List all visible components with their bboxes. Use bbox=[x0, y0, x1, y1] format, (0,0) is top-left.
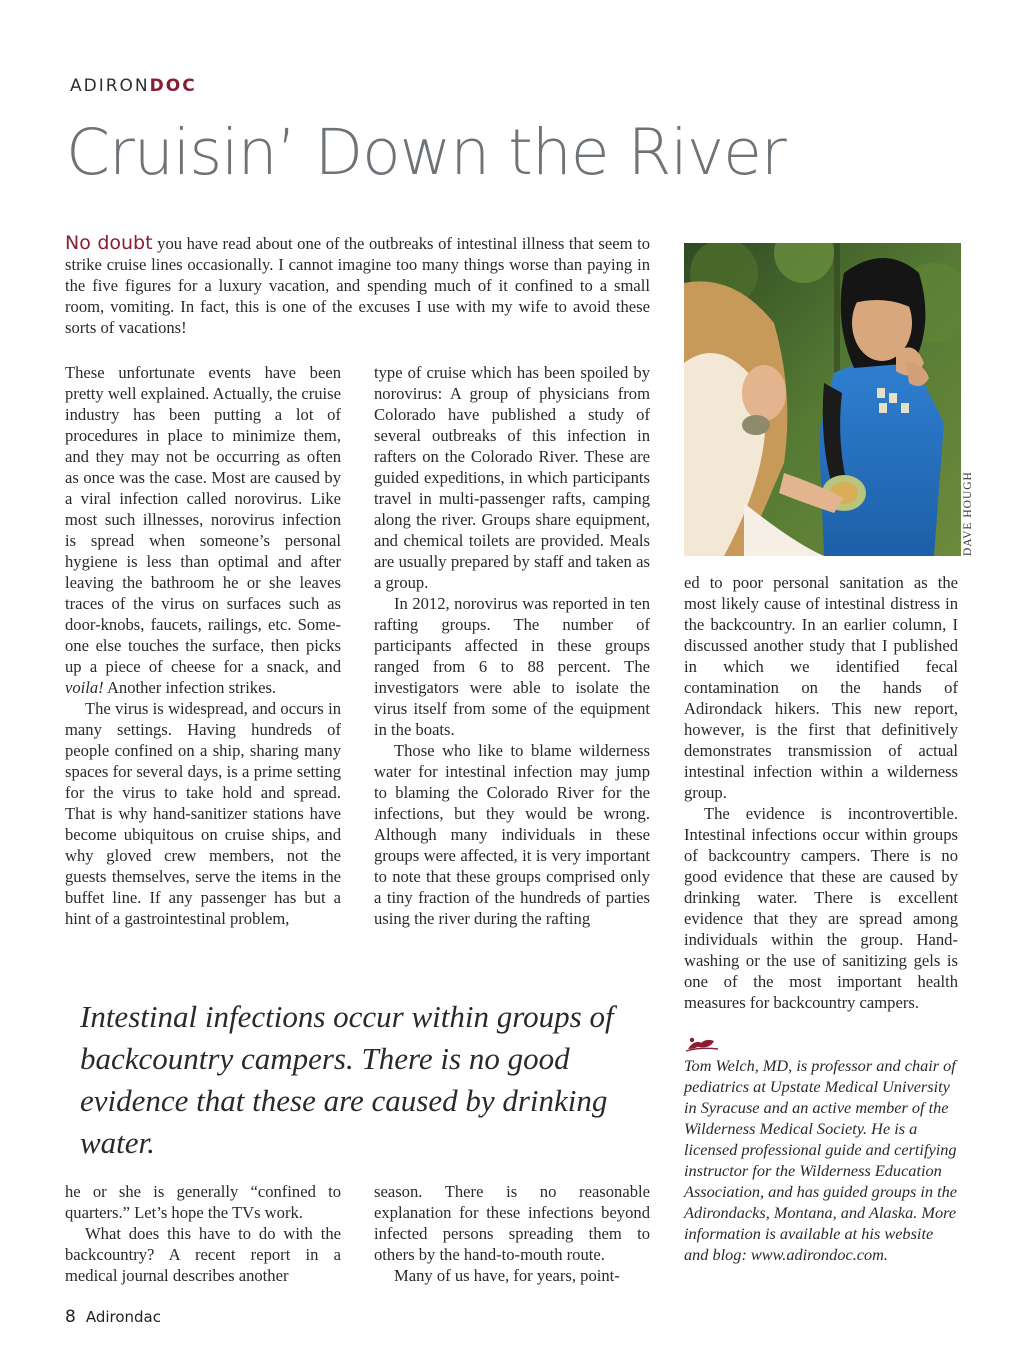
intro-text: you have read about one of the outbreaks of intestinal illness that seem to strike cruise lines occasionally. I cannot imagine too many things worse than paying in the five figures for a luxury vacation, and spending much of it confined to a small room, vomiting. In fact, this is one of the excuses I use with my wife to avoid these sorts of vacations! bbox=[65, 234, 650, 337]
col3-paragraph-1: ed to poor personal sanitation as the most likely cause of intestinal distress in the backcountry. In an earlier column, I discussed another study that I published in which we identified fecal contamination on the hands of Adirondack hikers. This new report, however, is the first that definitively demonstrates transmission of actual intestinal infection within a wilderness group. bbox=[684, 573, 958, 802]
page-footer bbox=[65, 1307, 161, 1327]
article-photo bbox=[684, 243, 961, 556]
section-label-plain: ADIRON bbox=[70, 76, 150, 96]
col1-continued: he or she is generally “confined to quarters.” Let’s hope the TVs work. bbox=[65, 1182, 341, 1222]
leaf-ornament-icon bbox=[684, 1035, 720, 1055]
intro-paragraph bbox=[65, 233, 650, 338]
col1-paragraph-1 bbox=[65, 362, 341, 698]
column-2-bottom bbox=[374, 1181, 650, 1286]
publication-name: Adirondac bbox=[85, 1308, 161, 1326]
col2-continued: season. There is no reasonable explanation for these infections beyond infected persons spreading them to others by the hand-to-mouth route. bbox=[374, 1182, 650, 1264]
author-bio: Tom Welch, MD, is professor and chair of pediatrics at Upstate Medical University in Syracuse and an active member of the Wilderness Medical Society. He is a licensed professional guide and certifying instructor for the Wilderness Education Association, and has guided groups in the Adirondacks, Montana, and Alaska. More information is available at his website and blog: www.adirondoc.com. bbox=[684, 1056, 958, 1264]
col2-paragraph-1: type of cruise which has been spoiled by norovirus: A group of physicians from Colorado have published a study of several outbreaks of this infection in rafters on the Colorado River. These are guided expeditions, in which participants travel in multi-passenger rafts, camping along the river. Groups share equipment, and chemical toilets are provided. Meals are usually prepared by staff and taken as a group. bbox=[374, 363, 650, 592]
col1-p1-text: These unfortunate events have been pretty well explained. Actually, the cruise industry has been putting a lot of procedures in place to minimize them, and they may not be occurring as often as once was the case. Most are caused by a viral infection called norovirus. Like most such illnesses, norovirus infection is spread when someone’s personal hygiene is less than optimal and after leaving the bathroom he or she leaves traces of the virus on surfaces such as door-knobs, faucets, railings, etc. Some-one else touches the surface, then picks up a piece of cheese for a snack, and bbox=[65, 363, 341, 676]
column-1-top bbox=[65, 362, 341, 974]
photo-credit: DAVE HOUGH bbox=[962, 471, 974, 556]
intro-lead: No doubt bbox=[65, 232, 153, 254]
column-2-top bbox=[374, 362, 650, 974]
col1-paragraph-2: The virus is widespread, and occurs in many settings. Having hundreds of people confined on a ship, sharing many spaces for several days, is a prime setting for the virus to take hold and spread. That is why hand-sanitizer stations have become ubiquitous on cruise ships, and why gloved crew members, not the guests themselves, serve the items in the buffet line. If any passenger has but a hint of a gastrointestinal problem, bbox=[65, 699, 341, 928]
col2-paragraph-2: In 2012, norovirus was reported in ten rafting groups. The number of participants affected in these groups ranged from 6 to 88 percent. The investigators were able to isolate the virus itself from some of the equipment in the boats. bbox=[374, 594, 650, 739]
col1-p1-italic: voila! bbox=[65, 678, 104, 697]
section-label-bold: DOC bbox=[149, 76, 197, 96]
col1-p1-text-end: Another infection strikes. bbox=[103, 678, 277, 697]
column-3 bbox=[684, 572, 958, 1013]
page-number: 8 bbox=[65, 1307, 76, 1327]
column-1-bottom bbox=[65, 1181, 341, 1286]
col2-paragraph-3: Those who like to blame wilderness water for intestinal infection may jump to blaming the Colorado River for the infections, but they would be wrong. Although many individuals in these groups were affected, it is very important to note that these groups comprised only a tiny fraction of the hundreds of parties using the river during the rafting bbox=[374, 741, 650, 928]
col3-paragraph-2: The evidence is incontrovertible. Intestinal infections occur within groups of backcountry campers. There is no good evidence that these are caused by drinking water. There is excellent evidence that they are spread among individuals within the group. Hand-washing or the use of sanitizing gels is one of the most important health measures for backcountry campers. bbox=[684, 804, 958, 1012]
photo-children-illustration bbox=[684, 243, 961, 556]
section-label bbox=[70, 76, 197, 96]
pull-quote: Intestinal infections occur within groups of backcountry campers. There is no good evidence that these are caused by drinking water. bbox=[80, 999, 614, 1160]
article-title: Cruisin’ Down the River bbox=[66, 116, 786, 189]
col1-paragraph-3: What does this have to do with the backcountry? A recent report in a medical journal describes another bbox=[65, 1224, 341, 1285]
col2-paragraph-4: Many of us have, for years, point- bbox=[394, 1266, 620, 1285]
